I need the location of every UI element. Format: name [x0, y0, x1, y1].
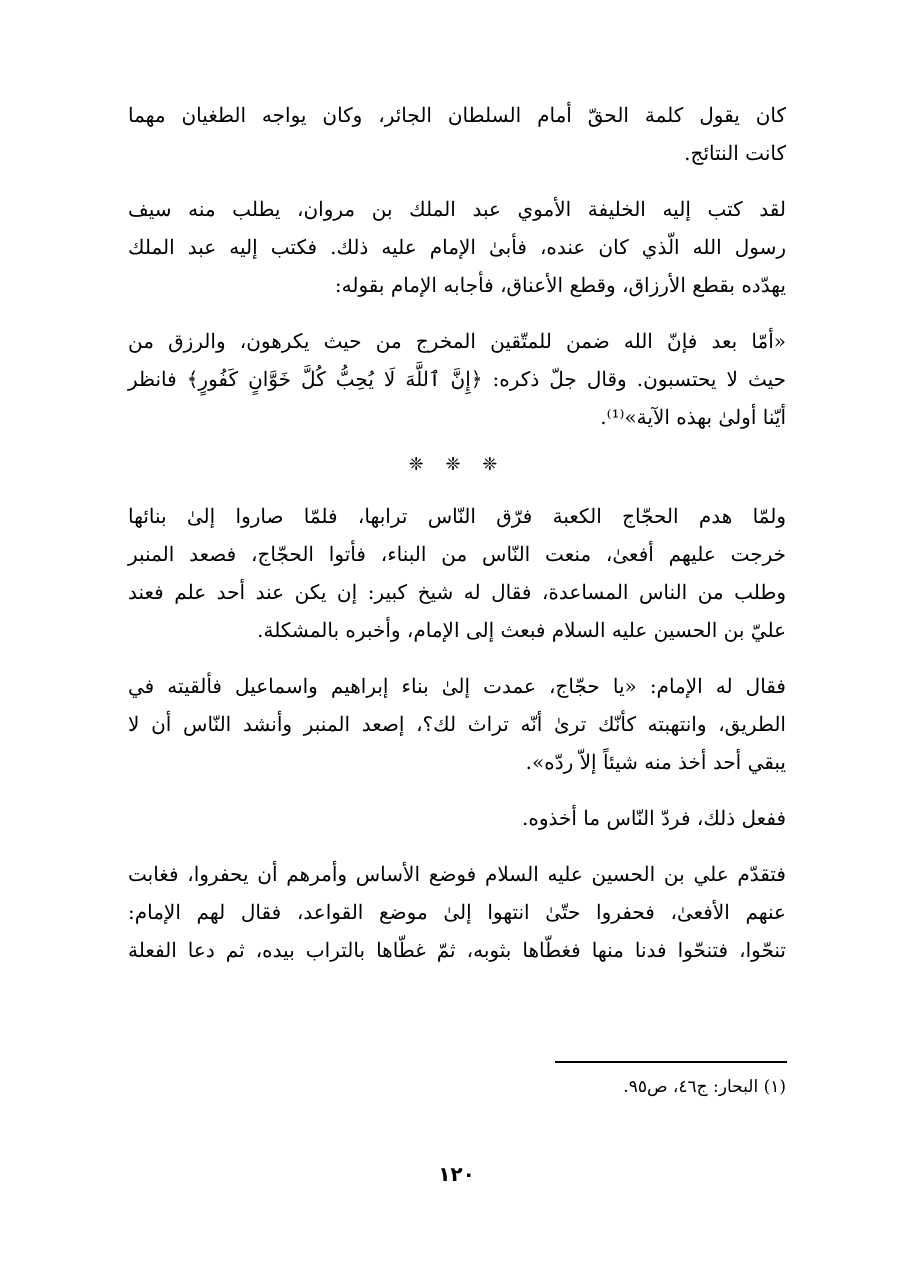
text-line: عليّ بن الحسين عليه السلام فبعث إلى الإمام، وأخبره بالمشكلة. [257, 618, 786, 642]
quote-paragraph [128, 322, 786, 436]
paragraph [128, 855, 786, 969]
section-separator: ❈ ❈ ❈ [408, 454, 506, 475]
text-line: ولمّا هدم الحجّاج الكعبة فرّق النّاس ترابها، فلمّا صاروا إلىٰ بنائها [128, 504, 786, 528]
footnote-divider [555, 1061, 787, 1063]
paragraph [128, 190, 786, 304]
paragraph [128, 96, 786, 172]
text-line: رسول الله الّذي كان عنده، فأبىٰ الإمام عليه ذلك. فكتب إليه عبد الملك [128, 235, 786, 259]
text-line: «أمّا بعد فإنّ الله ضمن للمتّقين المخرج من حيث يكرهون، والرزق من [128, 329, 786, 353]
text-line: الطريق، وانتهبته كأنّك ترىٰ أنّه تراث لك؟، إصعد المنبر وأنشد النّاس أن لا [128, 712, 786, 736]
page-number: ١٢٠ [438, 1162, 475, 1186]
text-line: حيث لا يحتسبون. وقال جلّ ذكره: ﴿إِنَّ ٱللَّهَ لَا يُحِبُّ كُلَّ خَوَّانٍ كَفُورٍ﴾ فانظر [128, 367, 786, 391]
text-line: خرجت عليهم أفعىٰ، منعت النّاس من البناء، فأتوا الحجّاج، فصعد المنبر [128, 542, 786, 566]
text-line: لقد كتب إليه الخليفة الأموي عبد الملك بن مروان، يطلب منه سيف [128, 197, 786, 221]
body-text [128, 96, 786, 987]
paragraph [128, 667, 786, 781]
text-line: فتقدّم علي بن الحسين عليه السلام فوضع الأساس وأمرهم أن يحفروا، فغابت [128, 862, 786, 886]
text-line: عنهم الأفعىٰ، فحفروا حتّىٰ انتهوا إلىٰ موضع القواعد، فقال لهم الإمام: [128, 900, 786, 924]
paragraph [128, 799, 786, 837]
text-line: كانت النتائج. [684, 141, 786, 165]
paragraph [128, 497, 786, 649]
text-line: يهدّده بقطع الأرزاق، وقطع الأعناق، فأجابه الإمام بقوله: [334, 273, 786, 297]
text-line: تنحّوا، فتنحّوا فدنا منها فغطّاها بثوبه، ثمّ غطّاها بالتراب بيده، ثم دعا الفعلة [128, 938, 786, 962]
text-line: فقال له الإمام: «يا حجّاج، عمدت إلىٰ بناء إبراهيم واسماعيل فألقيته في [128, 674, 786, 698]
text-line: ففعل ذلك، فردّ النّاس ما أخذوه. [522, 806, 786, 830]
text-line: يبقي أحد أخذ منه شيئاً إلاّ ردّه». [525, 750, 786, 774]
footnote: (١) البحار: ج٤٦، ص٩٥. [623, 1077, 786, 1097]
text-line: كان يقول كلمة الحقّ أمام السلطان الجائر، وكان يواجه الطغيان مهما [128, 103, 786, 127]
text-line: أيّنا أولىٰ بهذه الآية»⁽¹⁾. [600, 405, 786, 429]
text-line: وطلب من الناس المساعدة، فقال له شيخ كبير: إن يكن عند أحد علم فعند [128, 580, 786, 604]
